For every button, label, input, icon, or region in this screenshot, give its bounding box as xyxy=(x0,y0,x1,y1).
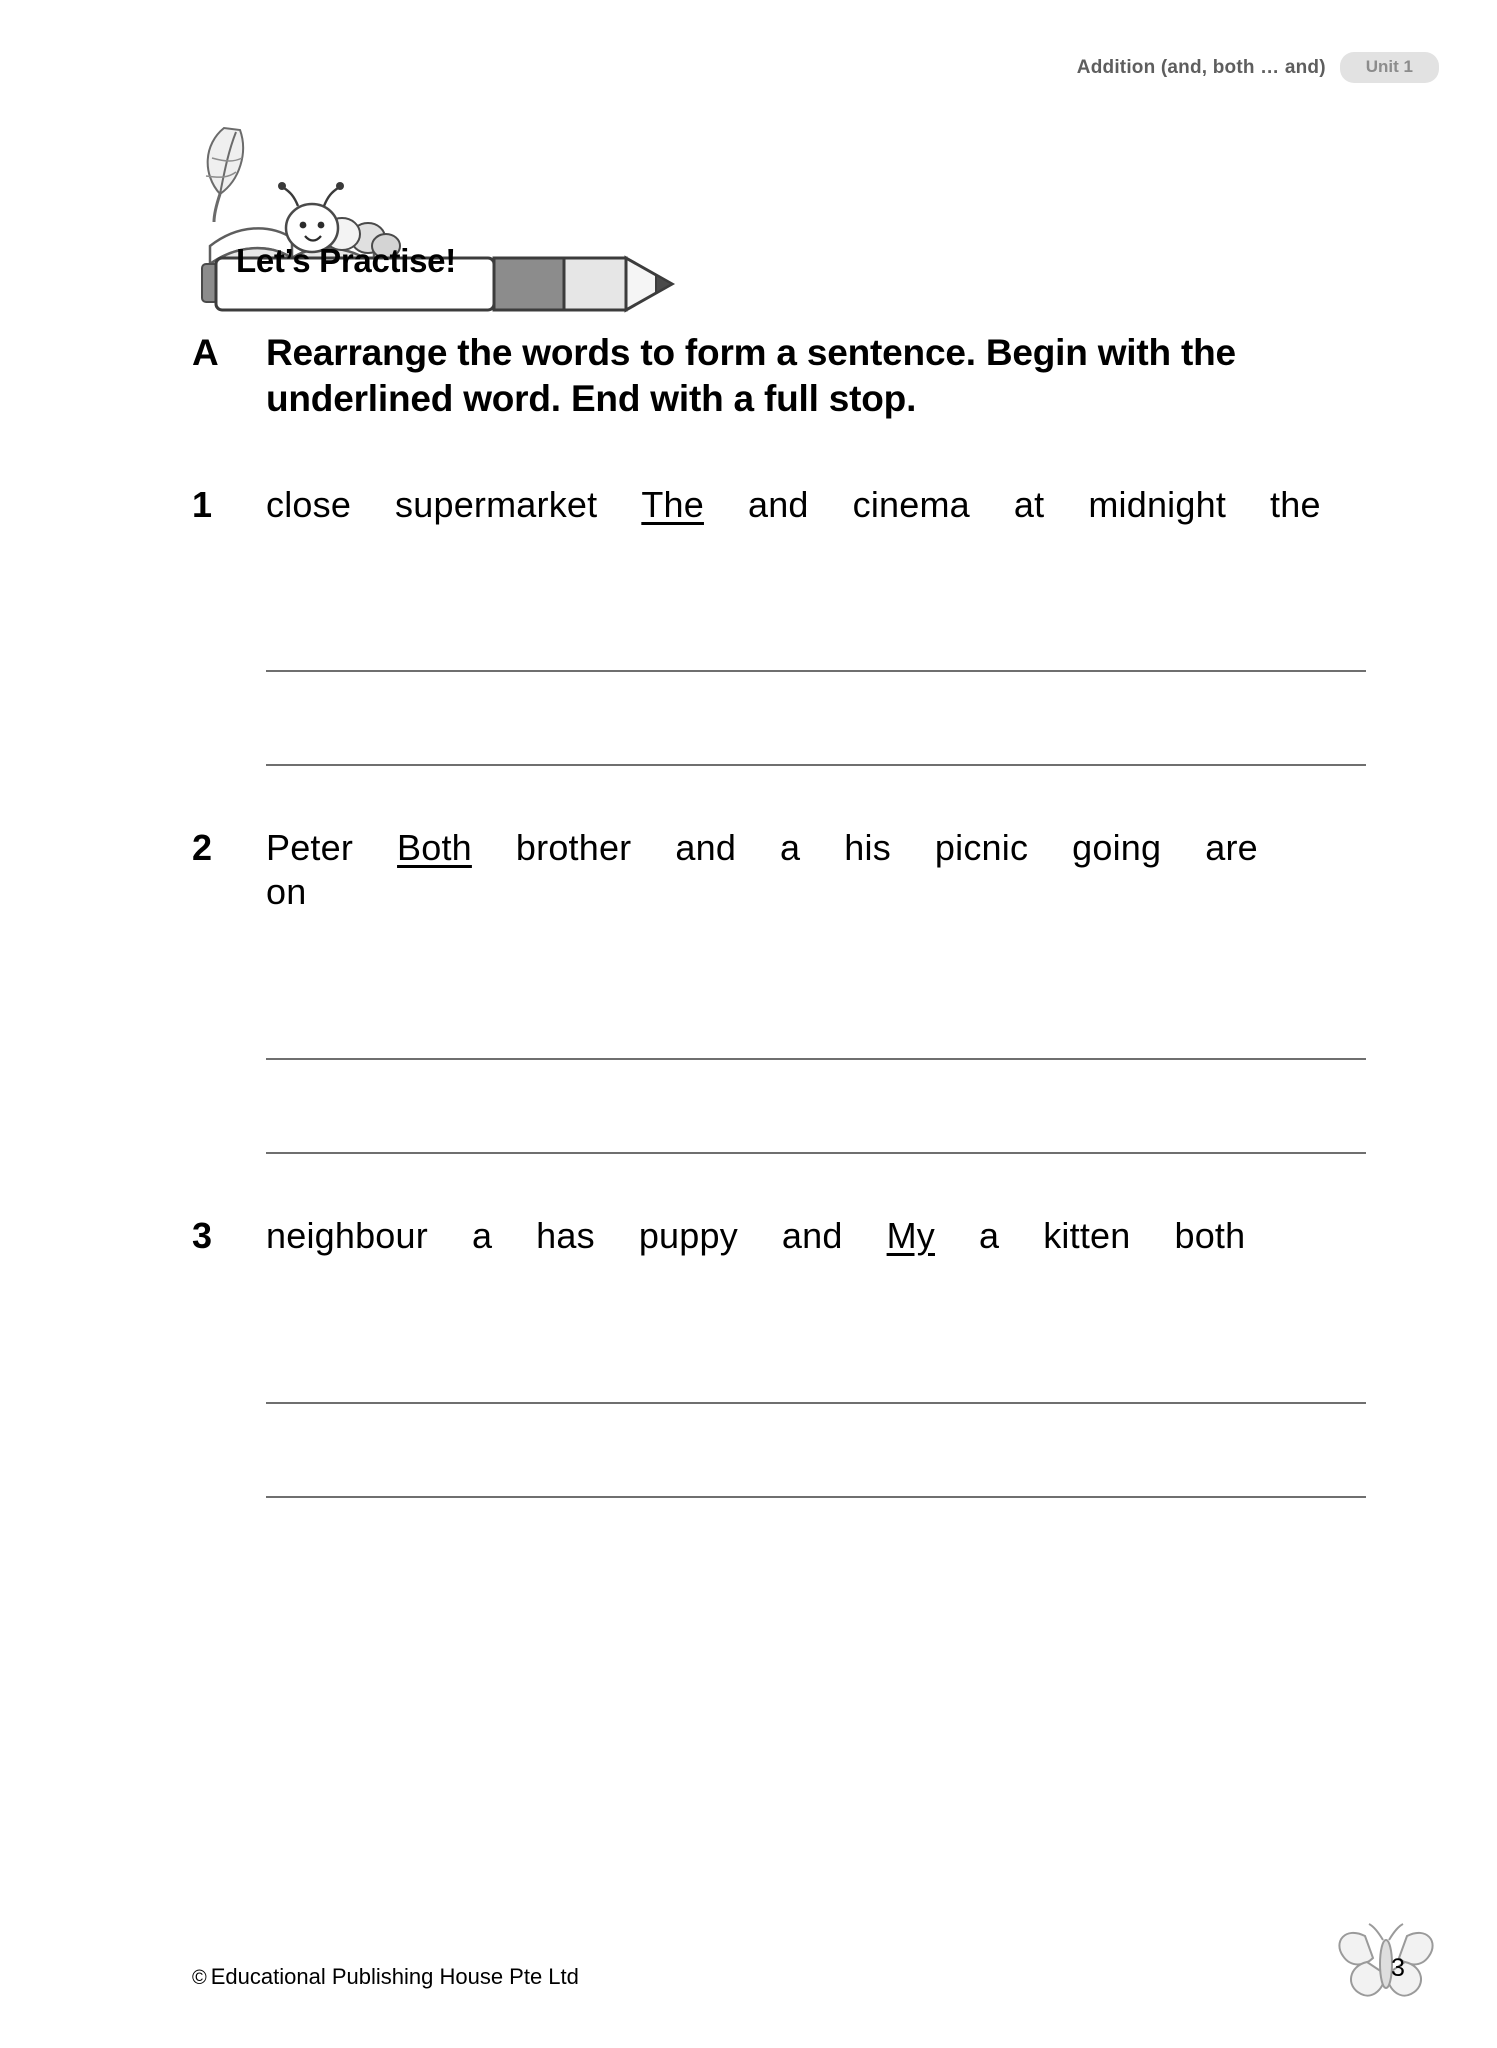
word-bank xyxy=(266,483,1376,527)
page-number: 3 xyxy=(1391,1954,1405,1982)
section-heading xyxy=(192,330,1392,423)
word: puppy xyxy=(638,1215,738,1257)
word: at xyxy=(1013,483,1045,525)
section-a xyxy=(192,330,1392,1498)
question-number: 2 xyxy=(192,827,213,869)
word: a xyxy=(780,827,801,869)
leaf-icon xyxy=(206,128,243,222)
page-header xyxy=(1077,52,1439,83)
word: going xyxy=(1072,827,1162,869)
banner-label: Let’s Practise! xyxy=(236,242,456,279)
word-bank xyxy=(266,1214,1376,1258)
section-instruction: Rearrange the words to form a sentence. Begin with the underlined word. End with a full stop. xyxy=(266,332,1236,420)
word: has xyxy=(536,1215,595,1257)
word: both xyxy=(1174,1215,1246,1257)
unit-badge: Unit 1 xyxy=(1340,52,1439,83)
answer-line[interactable] xyxy=(266,672,1366,766)
copyright-symbol: © xyxy=(192,1967,207,1989)
word: are xyxy=(1205,827,1258,869)
word: on xyxy=(266,871,307,913)
question-list xyxy=(192,483,1392,1499)
word: neighbour xyxy=(266,1215,428,1257)
word: and xyxy=(747,483,809,525)
answer-line[interactable] xyxy=(266,1310,1366,1404)
question-number: 1 xyxy=(192,483,213,525)
word-underlined: My xyxy=(886,1215,935,1257)
lets-practise-banner xyxy=(190,118,710,318)
word: picnic xyxy=(934,827,1029,869)
answer-line[interactable] xyxy=(266,966,1366,1060)
word-underlined: Both xyxy=(397,827,472,869)
header-topic: Addition (and, both … and) xyxy=(1076,56,1326,78)
answer-area[interactable] xyxy=(266,578,1392,766)
answer-area[interactable] xyxy=(266,1310,1392,1498)
question-body xyxy=(266,483,1392,767)
word: his xyxy=(844,827,891,869)
word-underlined: The xyxy=(641,483,704,525)
question-item xyxy=(192,826,1392,1154)
word: kitten xyxy=(1043,1215,1131,1257)
answer-line[interactable] xyxy=(266,1404,1366,1498)
word-bank xyxy=(266,826,1376,914)
banner-graphic xyxy=(190,118,710,318)
section-letter: A xyxy=(192,332,219,373)
page-number-block xyxy=(1331,1918,1441,2004)
word: cinema xyxy=(852,483,970,525)
answer-line[interactable] xyxy=(266,578,1366,672)
word: Peter xyxy=(266,827,354,869)
question-item xyxy=(192,1214,1392,1498)
word: brother xyxy=(515,827,632,869)
word: midnight xyxy=(1088,483,1227,525)
word: the xyxy=(1270,483,1321,525)
question-body xyxy=(266,826,1392,1154)
word: and xyxy=(781,1215,843,1257)
question-number: 3 xyxy=(192,1215,213,1257)
footer-copyright xyxy=(192,1964,579,1990)
answer-area[interactable] xyxy=(266,966,1392,1154)
word: a xyxy=(978,1215,1000,1257)
question-body xyxy=(266,1214,1392,1498)
word: a xyxy=(471,1215,493,1257)
word: supermarket xyxy=(395,483,598,525)
word: and xyxy=(675,827,737,869)
question-item xyxy=(192,483,1392,767)
answer-line[interactable] xyxy=(266,1060,1366,1154)
copyright-text: Educational Publishing House Pte Ltd xyxy=(210,1964,579,1989)
word: close xyxy=(266,483,352,525)
